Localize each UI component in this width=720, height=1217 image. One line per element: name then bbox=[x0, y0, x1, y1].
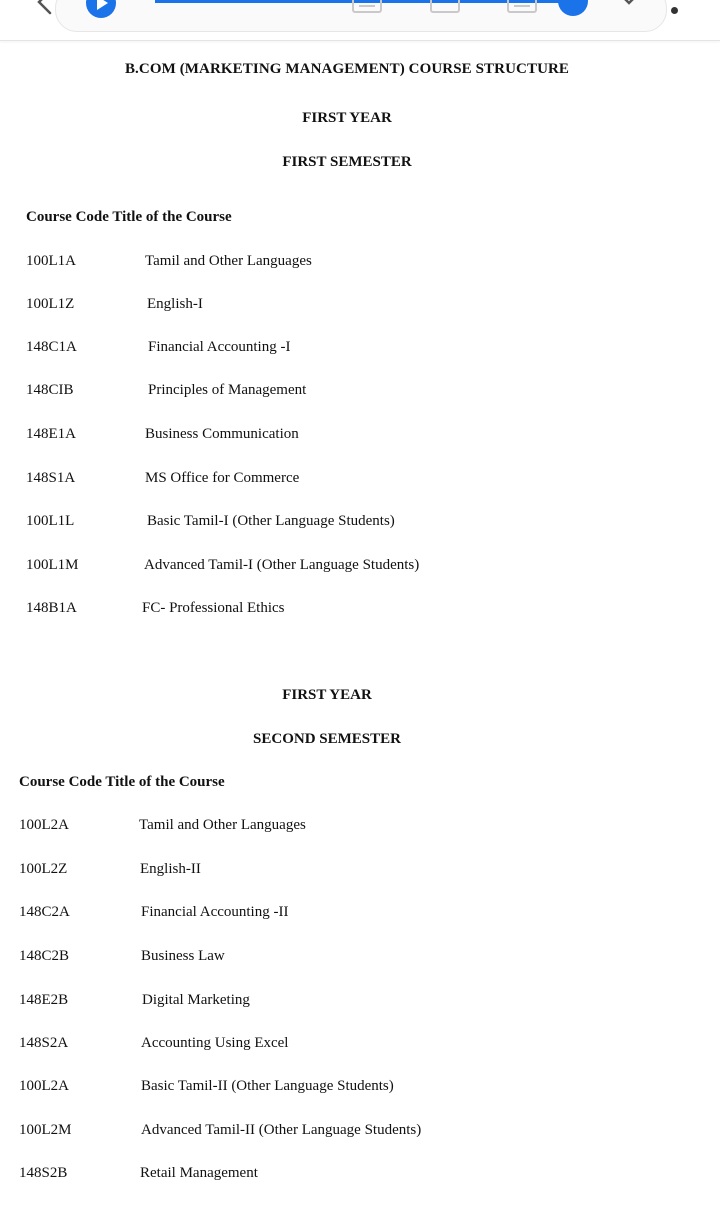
page-icon[interactable] bbox=[350, 0, 384, 14]
course-title: English-I bbox=[147, 296, 203, 312]
course-code: 100L2Z bbox=[19, 861, 68, 877]
course-code: 148C2A bbox=[19, 904, 70, 920]
course-title: MS Office for Commerce bbox=[145, 470, 300, 486]
course-title: English-II bbox=[140, 861, 201, 877]
chevron-down-icon[interactable] bbox=[617, 0, 641, 10]
course-code: 148S1A bbox=[26, 470, 76, 486]
page-icon[interactable] bbox=[428, 0, 462, 14]
course-title: Basic Tamil-II (Other Language Students) bbox=[141, 1078, 394, 1094]
page-icon[interactable] bbox=[505, 0, 539, 14]
course-code: 148E1A bbox=[26, 426, 76, 442]
course-title: Financial Accounting -II bbox=[141, 904, 289, 920]
play-icon[interactable] bbox=[84, 0, 118, 20]
column-header: Course Code Title of the Course bbox=[26, 209, 232, 225]
course-code: 100L2M bbox=[19, 1122, 72, 1138]
course-code: 100L2A bbox=[19, 1078, 69, 1094]
section-semester-heading: SECOND SEMESTER bbox=[253, 731, 401, 747]
course-code: 100L1L bbox=[26, 513, 75, 529]
course-title: Advanced Tamil-I (Other Language Students) bbox=[144, 557, 420, 573]
course-code: 148E2B bbox=[19, 992, 69, 1008]
section-year-heading: FIRST YEAR bbox=[282, 687, 372, 703]
document-title: B.COM (MARKETING MANAGEMENT) COURSE STRUCTURE bbox=[124, 61, 570, 77]
course-title: Business Law bbox=[141, 948, 225, 964]
course-title: Tamil and Other Languages bbox=[139, 817, 306, 833]
course-title: Digital Marketing bbox=[142, 992, 250, 1008]
course-code: 100L1M bbox=[26, 557, 79, 573]
column-header: Course Code Title of the Course bbox=[19, 774, 225, 790]
course-code: 148B1A bbox=[26, 600, 77, 616]
more-icon[interactable] bbox=[671, 7, 678, 14]
course-title: Tamil and Other Languages bbox=[145, 253, 312, 269]
course-code: 148C2B bbox=[19, 948, 70, 964]
course-title: Business Communication bbox=[145, 426, 299, 442]
course-title: FC- Professional Ethics bbox=[142, 600, 285, 616]
course-code: 148CIB bbox=[26, 382, 74, 398]
section-year-heading: FIRST YEAR bbox=[302, 110, 392, 126]
course-code: 148S2B bbox=[19, 1165, 68, 1181]
course-title: Advanced Tamil-II (Other Language Students) bbox=[141, 1122, 422, 1138]
section-semester-heading: FIRST SEMESTER bbox=[282, 154, 412, 170]
course-code: 100L1A bbox=[26, 253, 76, 269]
reader-toolbar bbox=[0, 0, 720, 41]
course-code: 100L2A bbox=[19, 817, 69, 833]
course-title: Retail Management bbox=[140, 1165, 258, 1181]
back-chevron-icon[interactable] bbox=[30, 0, 60, 18]
course-title: Accounting Using Excel bbox=[141, 1035, 289, 1051]
course-code: 148C1A bbox=[26, 339, 77, 355]
course-code: 148S2A bbox=[19, 1035, 69, 1051]
course-title: Financial Accounting -I bbox=[148, 339, 291, 355]
course-title: Principles of Management bbox=[148, 382, 307, 398]
course-title: Basic Tamil-I (Other Language Students) bbox=[147, 513, 395, 529]
course-code: 100L1Z bbox=[26, 296, 75, 312]
